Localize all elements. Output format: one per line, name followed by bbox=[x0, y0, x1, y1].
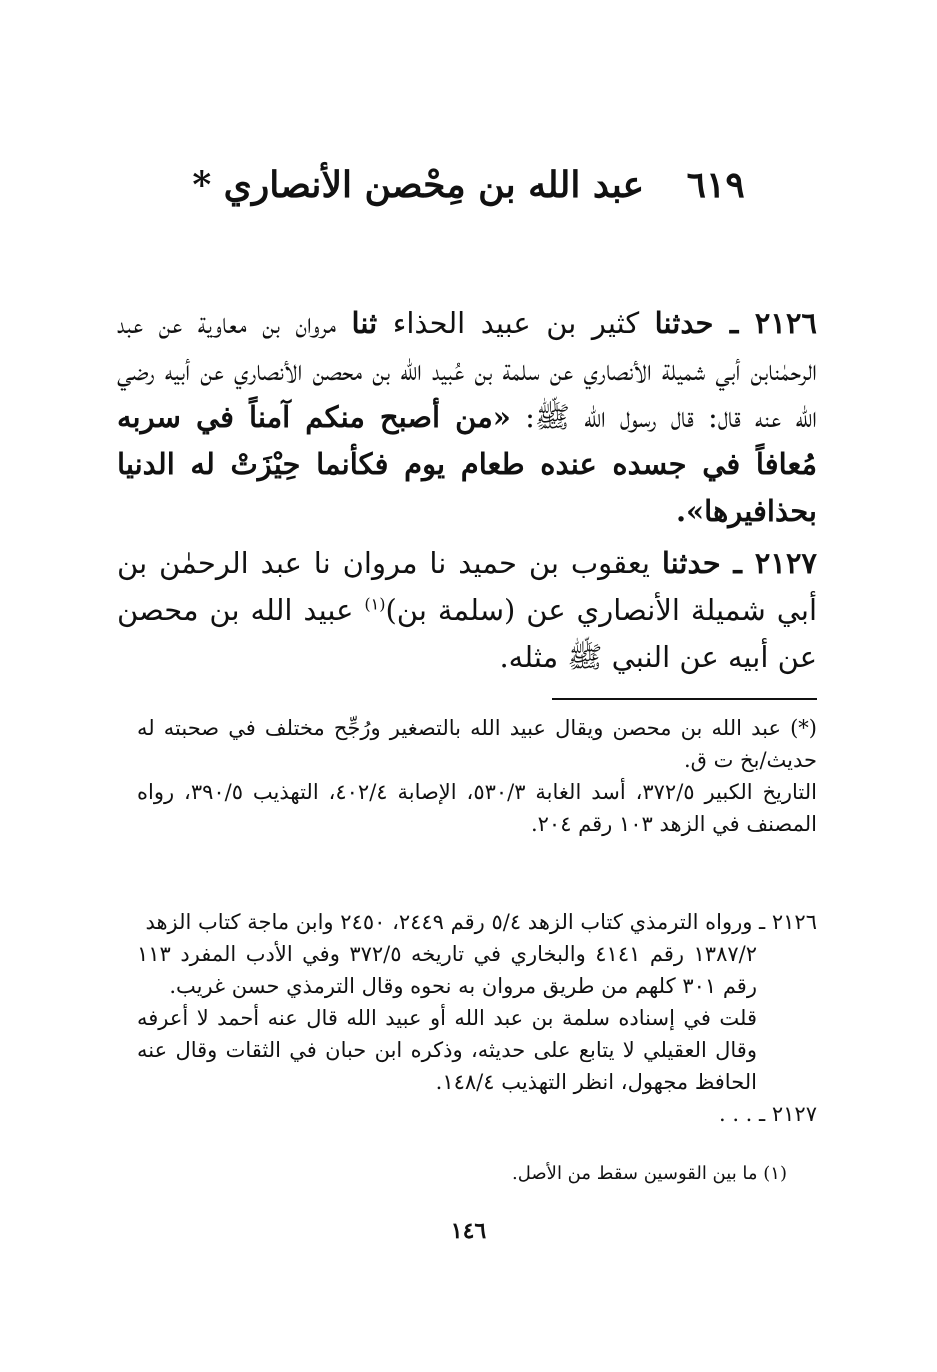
hadith-2127-chain: يعقوب بن حميد نا مروان نا عبد الرحمٰن بن أبي شميلة الأنصاري عن (سلمة بن) bbox=[117, 546, 818, 627]
page-number: ١٤٦ bbox=[450, 1218, 487, 1244]
footnote-2126-lead: ٢١٢٦ ـ ورواه الترمذي كتاب الزهد ٥/٤ رقم ٢٤٤٩، ٢٤٥٠ وابن ماجة كتاب الزهد bbox=[145, 910, 817, 934]
footnote-takhrij bbox=[137, 906, 817, 1130]
hadith-2126-matn: «من أصبح منكم آمناً في سربه مُعافاً في جسده عنده طعام يوم فكأنما حِيْزَتْ له الدنيا بحذافيرها». bbox=[117, 400, 817, 528]
footnote-marker-1: (١) bbox=[364, 594, 386, 614]
hadith-2127-lead: ٢١٢٧ ـ حدثنا bbox=[661, 546, 818, 580]
footnote-2126-note: قلت في إسناده سلمة بن عبد الله أو عبيد الله قال عنه أحمد لا أعرفه وقال العقيلي لا يتابع على حديثه، وذكره ابن حبان في الثقات وقال عنه الحافظ مجهول، انظر التهذيب ١٤٨/٤. bbox=[137, 1006, 757, 1094]
footnote-1: (١) ما بين القوسين سقط من الأصل. bbox=[512, 1163, 787, 1184]
hadith-2127-chain-cont: عبيد الله بن محصن عن أبيه عن النبي ﷺ مثله. bbox=[117, 593, 817, 674]
chapter-number: ٦١٩ bbox=[686, 164, 745, 206]
hadith-2126-chain: كثير بن عبيد الحذاء bbox=[377, 306, 655, 340]
footnote-biography bbox=[137, 712, 817, 840]
footnote-divider bbox=[552, 698, 817, 700]
hadith-2126-lead: ٢١٢٦ ـ حدثنا bbox=[654, 306, 818, 340]
footnote-star-refs: التاريخ الكبير ٣٧٢/٥، أسد الغابة ٥٣٠/٣، الإصابة ٤٠٢/٤، التهذيب ٣٩٠/٥، رواه المصنف في الزهد ١٠٣ رقم ٢٠٤. bbox=[137, 780, 817, 836]
footnote-star-line: (*) عبد الله بن محصن ويقال عبيد الله بالتصغير ورُجِّح مختلف في صحبته له حديث/بخ ت ق. bbox=[137, 716, 817, 772]
hadith-2126-thana: ثنا bbox=[351, 306, 378, 340]
footnote-2127: ٢١٢٧ ـ . . . bbox=[718, 1102, 817, 1126]
hadith-2126 bbox=[117, 300, 817, 535]
hadith-2127 bbox=[117, 540, 817, 681]
chapter-name: عبد الله بن مِحْصن الأنصاري * bbox=[192, 164, 645, 206]
footnote-2126-cont: ١٣٨٧/٢ رقم ٤١٤١ والبخاري في تاريخه ٣٧٢/٥ وفي الأدب المفرد ١١٣ رقم ٣٠١ كلهم من طريق مروان به نحوه وقال الترمذي حسن غريب. bbox=[137, 942, 757, 998]
chapter-title bbox=[120, 160, 817, 210]
hadith-2126-chain-cont: مروان بن معاوية عن عبد الرحمٰنابن أبي شميلة الأنصاري عن سلمة بن عُبيد الله بن محصن الأنصاري عن أبيه رضي الله عنه قال: قال رسول الله ﷺ: bbox=[117, 306, 818, 434]
